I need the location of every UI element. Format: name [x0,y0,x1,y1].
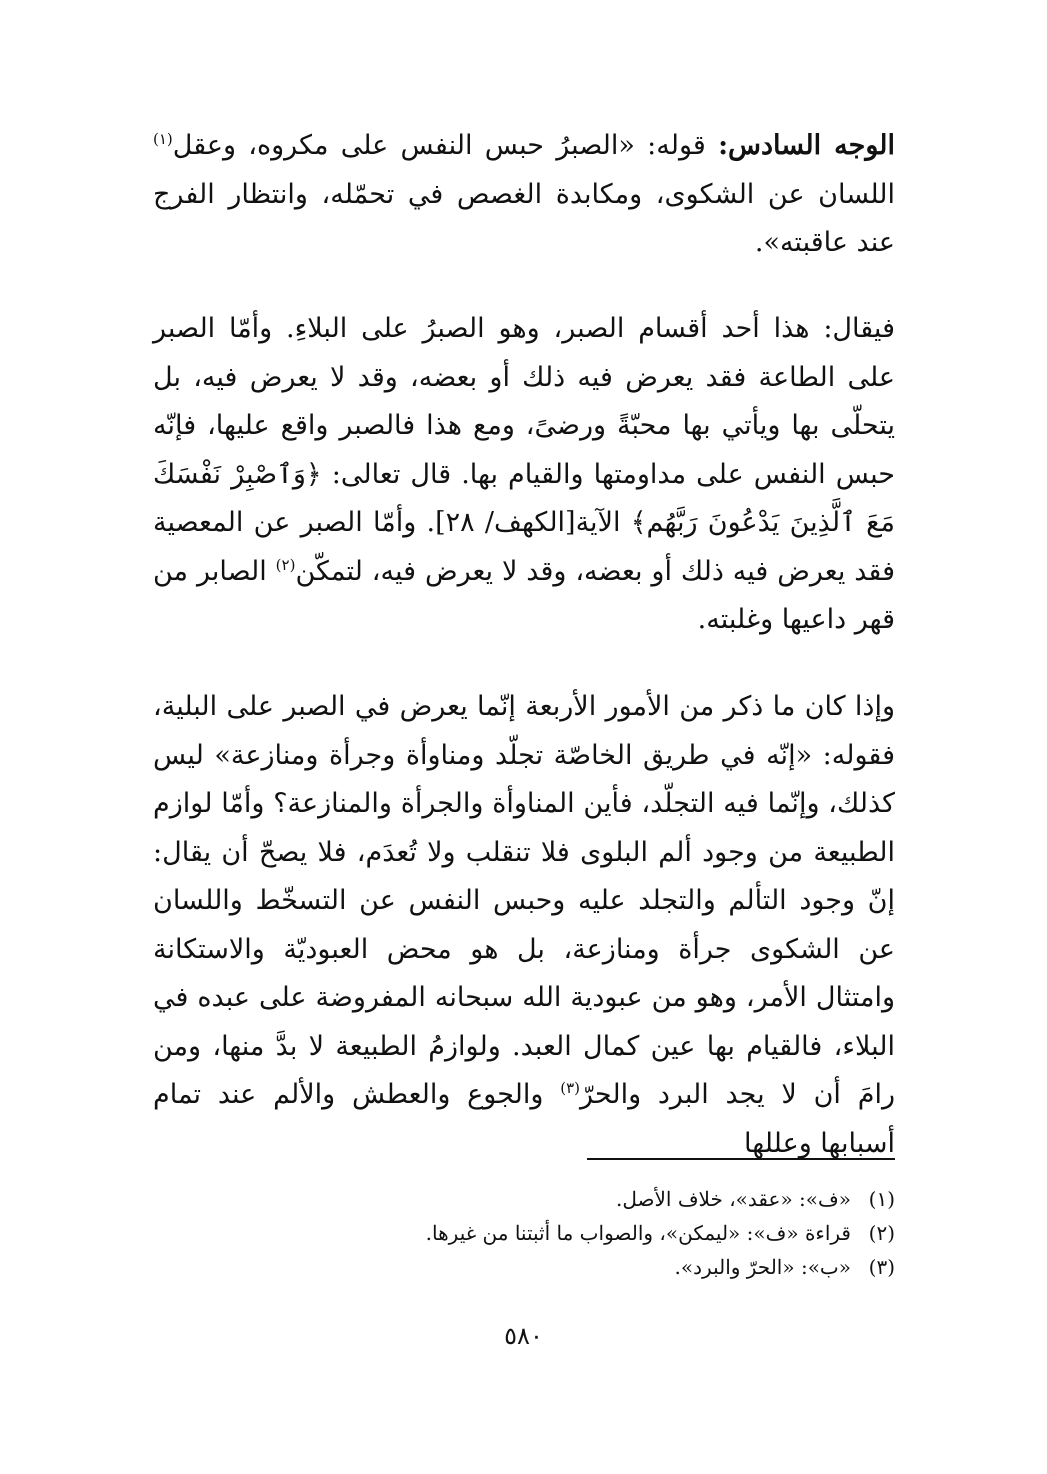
paragraph-3 [153,683,895,1168]
footnote-marker-2: (٢) [275,555,296,574]
footnote-text: قراءة «ف»: «ليمكن»، والصواب ما أثبتنا من غيرها. [425,1221,851,1245]
footnote-text: «ب»: «الحرّ والبرد». [674,1255,851,1279]
footnote-number: (١) [868,1187,895,1211]
paragraph-2-text-a: فيقال: هذا أحد أقسام الصبر، وهو الصبرُ على البلاءِ. وأمّا الصبر على الطاعة فقد يعرض فيه ذلك أو بعضه، وقد لا يعرض فيه، بل يتحلّى بها ويأتي بها محبّةً ورضىً، ومع هذا فالصبر واقع عليها، فإنّه حبس النفس على مداومتها والقيام بها. قال تعالى: ﴿وَٱصْبِرْ نَفْسَكَ مَعَ ٱلَّذِينَ يَدْعُونَ رَبَّهُم﴾ الآية[الكهف/ ٢٨]. وأمّا الصبر عن المعصية فقد يعرض فيه ذلك أو بعضه، وقد لا يعرض فيه، لتمكّن [153,313,895,587]
footnote-text: «ف»: «عقد»، خلاف الأصل. [616,1187,851,1211]
footnote-1 [153,1182,895,1216]
footnote-2 [153,1216,895,1250]
paragraph-1-text-b: اللسان عن الشكوى، ومكابدة الغصص في تحمّله، وانتظار الفرج عند عاقبته». [153,178,895,258]
footnotes [153,1182,895,1284]
footnote-number: (٣) [868,1255,895,1279]
footnote-marker-3: (٣) [560,1079,581,1097]
paragraph-3-text-b: والجوع والعطش والألم عند تمام أسبابها وعللها [153,1079,895,1159]
paragraph-3-text-a: وإذا كان ما ذكر من الأمور الأربعة إنّما يعرض في الصبر على البلية، فقوله: «إنّه في طريق الخاصّة تجلّد ومناوأة وجرأة ومنازعة» ليس كذلك، وإنّما فيه التجلّد، فأين المناوأة والجرأة والمنازعة؟ وأمّا لوازم الطبيعة من وجود ألم البلوى فلا تنقلب ولا تُعدَم، فلا يصحّ أن يقال: إنّ وجود التألم والتجلد عليه وحبس النفس عن التسخّط واللسان عن الشكوى جرأة ومنازعة، بل هو محض العبوديّة والاستكانة وامتثال الأمر، وهو من عبودية الله سبحانه المفروضة على عبده في البلاء، فالقيام بها عين كمال العبد. ولوازمُ الطبيعة لا بدَّ منها، ومن رامَ أن لا يجد البرد والحرّ [153,691,895,1110]
footnote-marker-1: (١) [153,130,173,148]
paragraph-1 [153,122,895,268]
footnote-divider [587,1158,895,1160]
footnote-number: (٢) [868,1221,895,1245]
paragraph-2-text-b: الصابر من قهر داعيها وغلبته. [153,555,895,635]
page-number: ٥٨٠ [504,1322,543,1350]
paragraph-2 [153,305,895,645]
section-heading: الوجه السادس: [718,130,895,161]
footnote-3 [153,1250,895,1284]
paragraph-1-text-a: قوله: «الصبرُ حبس النفس على مكروه، وعقل [172,130,719,161]
